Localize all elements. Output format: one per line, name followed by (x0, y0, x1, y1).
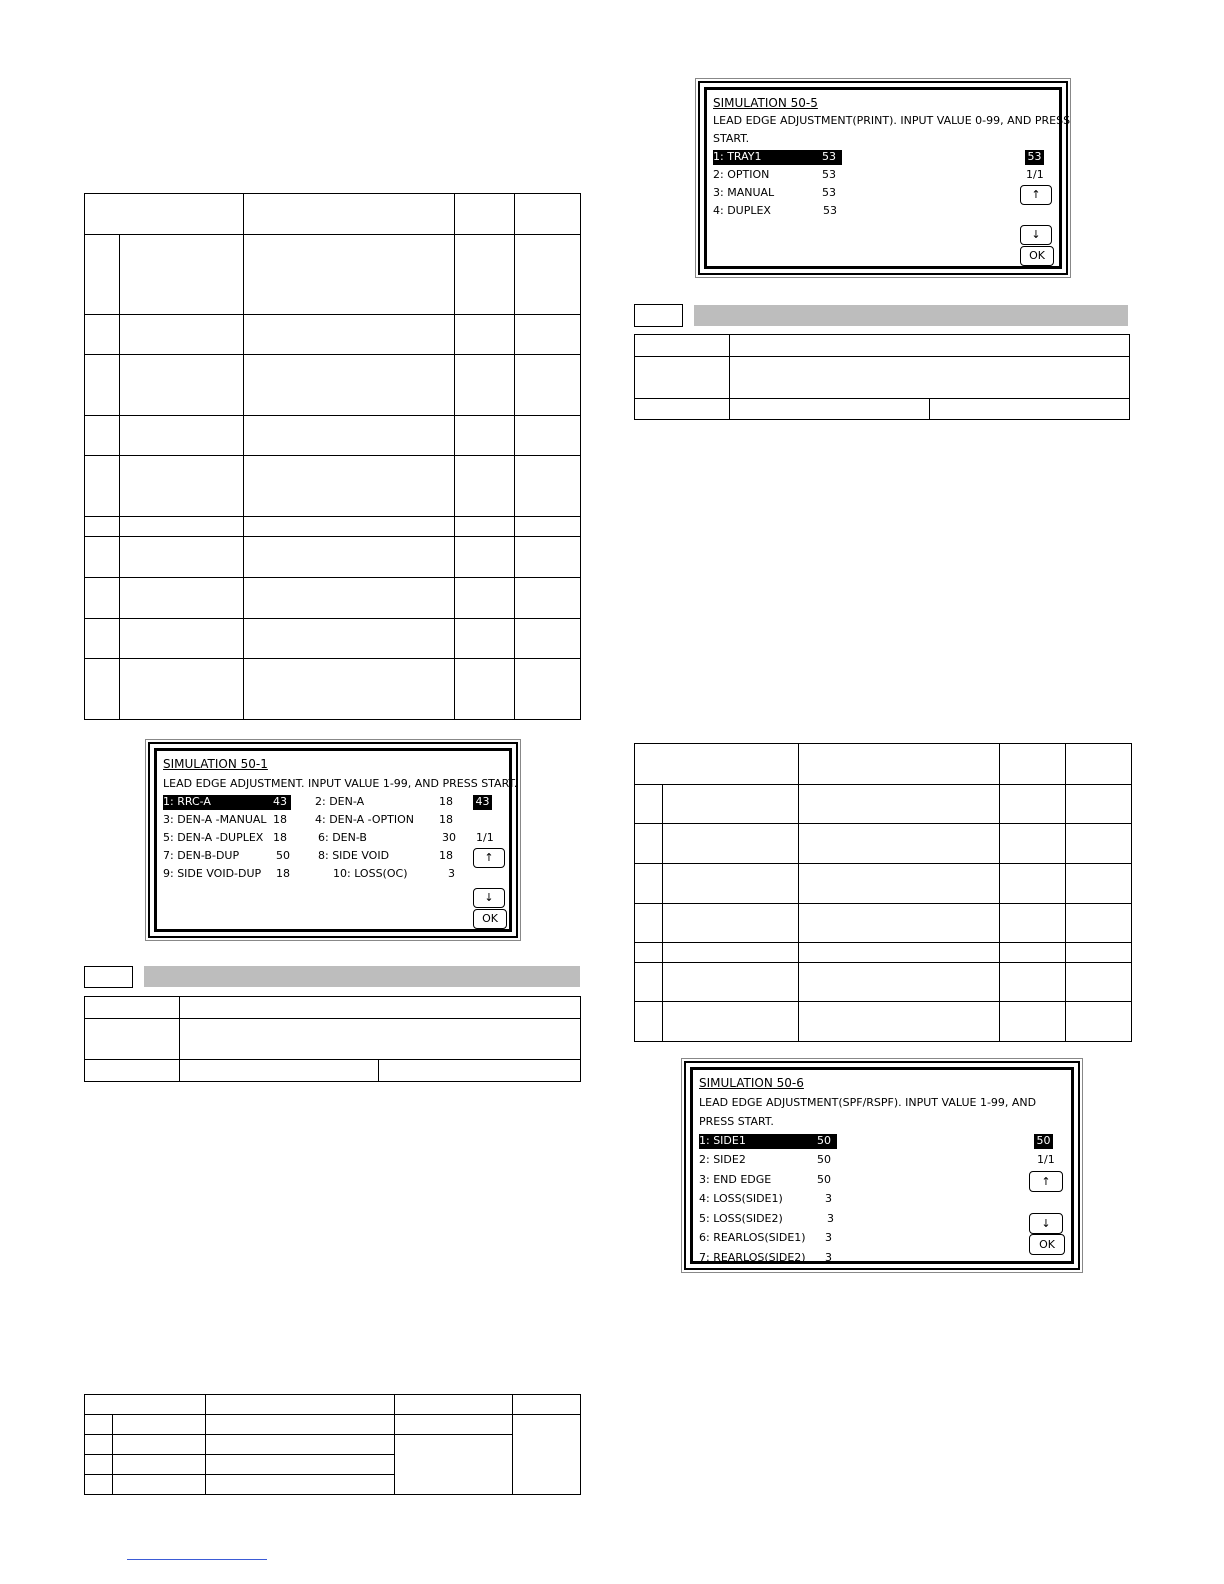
section-header-bar (144, 966, 580, 987)
adjustment-table-bottom (84, 1394, 581, 1495)
current-value-display: 50 (1034, 1134, 1053, 1149)
screen-title: SIMULATION 50-1 (163, 757, 268, 771)
ok-button[interactable]: OK (473, 909, 507, 929)
sim-item-8[interactable]: 8: SIDE VOID 18 (318, 849, 453, 862)
sim-item-5[interactable]: 5: DEN-A -DUPLEX 18 (163, 831, 287, 844)
simulation-info-table-right (634, 334, 1130, 420)
sim-item-10[interactable]: 10: LOSS(OC) 3 (333, 867, 455, 880)
ok-button[interactable]: OK (1020, 246, 1054, 266)
arrow-down-icon: ↓ (1031, 228, 1041, 241)
sim-item-2[interactable]: 2: SIDE2 50 (699, 1153, 831, 1166)
sim-item-4[interactable]: 4: DUPLEX 53 (713, 204, 837, 217)
simulation-50-1-screen (148, 742, 518, 938)
simulation-50-5-screen (698, 81, 1071, 275)
sim-item-4[interactable]: 4: LOSS(SIDE1) 3 (699, 1192, 832, 1205)
sim-item-3[interactable]: 3: END EDGE 50 (699, 1173, 831, 1186)
screen-instruction-line2: PRESS START. (699, 1115, 774, 1128)
screen-title: SIMULATION 50-6 (699, 1076, 804, 1090)
sim-item-7[interactable]: 7: DEN-B-DUP 50 (163, 849, 290, 862)
arrow-down-icon: ↓ (1041, 1217, 1051, 1230)
arrow-up-icon: ↑ (484, 851, 494, 864)
screen-instruction-line1: LEAD EDGE ADJUSTMENT(PRINT). INPUT VALUE 0-99, AND PRESS (713, 114, 1071, 127)
sim-item-4[interactable]: 4: DEN-A -OPTION 18 (315, 813, 453, 826)
sim-item-2[interactable]: 2: DEN-A 18 (315, 795, 453, 808)
arrow-up-icon: ↑ (1031, 188, 1041, 201)
current-value-display: 53 (1025, 150, 1044, 165)
page-indicator: 1/1 (1026, 168, 1044, 181)
simulation-50-6-screen (684, 1061, 1080, 1270)
scroll-up-button[interactable] (1020, 185, 1052, 205)
arrow-up-icon: ↑ (1041, 1175, 1051, 1188)
sim-item-1[interactable]: 1: TRAY1 53 (713, 150, 842, 165)
sim-item-3[interactable]: 3: MANUAL 53 (713, 186, 836, 199)
scroll-down-button[interactable] (1020, 225, 1052, 245)
screen-title: SIMULATION 50-5 (713, 96, 818, 110)
arrow-down-icon: ↓ (484, 891, 494, 904)
section-header-box (84, 966, 133, 988)
adjustment-table-50-1 (84, 193, 581, 720)
scroll-down-button[interactable] (473, 888, 505, 908)
screen-instruction-line1: LEAD EDGE ADJUSTMENT(SPF/RSPF). INPUT VALUE 1-99, AND (699, 1096, 1037, 1109)
sim-item-7[interactable]: 7: REARLOS(SIDE2) 3 (699, 1251, 832, 1264)
section-header-bar (694, 305, 1128, 326)
page-indicator: 1/1 (1037, 1153, 1055, 1166)
sim-item-6[interactable]: 6: DEN-B 30 (318, 831, 456, 844)
sim-item-1[interactable]: 1: SIDE1 50 (699, 1134, 837, 1149)
sim-item-3[interactable]: 3: DEN-A -MANUAL 18 (163, 813, 287, 826)
scroll-up-button[interactable] (473, 848, 505, 868)
ok-button[interactable]: OK (1029, 1234, 1065, 1255)
current-value-display: 43 (473, 795, 492, 810)
simulation-info-table-left (84, 996, 581, 1082)
sim-item-1[interactable]: 1: RRC-A 43 (163, 795, 291, 810)
screen-instruction-line2: START. (713, 132, 750, 145)
footer-link[interactable] (127, 1559, 267, 1560)
section-header-box (634, 304, 683, 327)
adjustment-table-50-6 (634, 743, 1132, 1042)
sim-item-6[interactable]: 6: REARLOS(SIDE1) 3 (699, 1231, 832, 1244)
scroll-up-button[interactable] (1029, 1171, 1063, 1192)
scroll-down-button[interactable] (1029, 1213, 1063, 1234)
sim-item-5[interactable]: 5: LOSS(SIDE2) 3 (699, 1212, 834, 1225)
screen-instruction: LEAD EDGE ADJUSTMENT. INPUT VALUE 1-99, AND PRESS START. (163, 777, 518, 790)
sim-item-9[interactable]: 9: SIDE VOID-DUP 18 (163, 867, 290, 880)
page-indicator: 1/1 (476, 831, 494, 844)
sim-item-2[interactable]: 2: OPTION 53 (713, 168, 836, 181)
